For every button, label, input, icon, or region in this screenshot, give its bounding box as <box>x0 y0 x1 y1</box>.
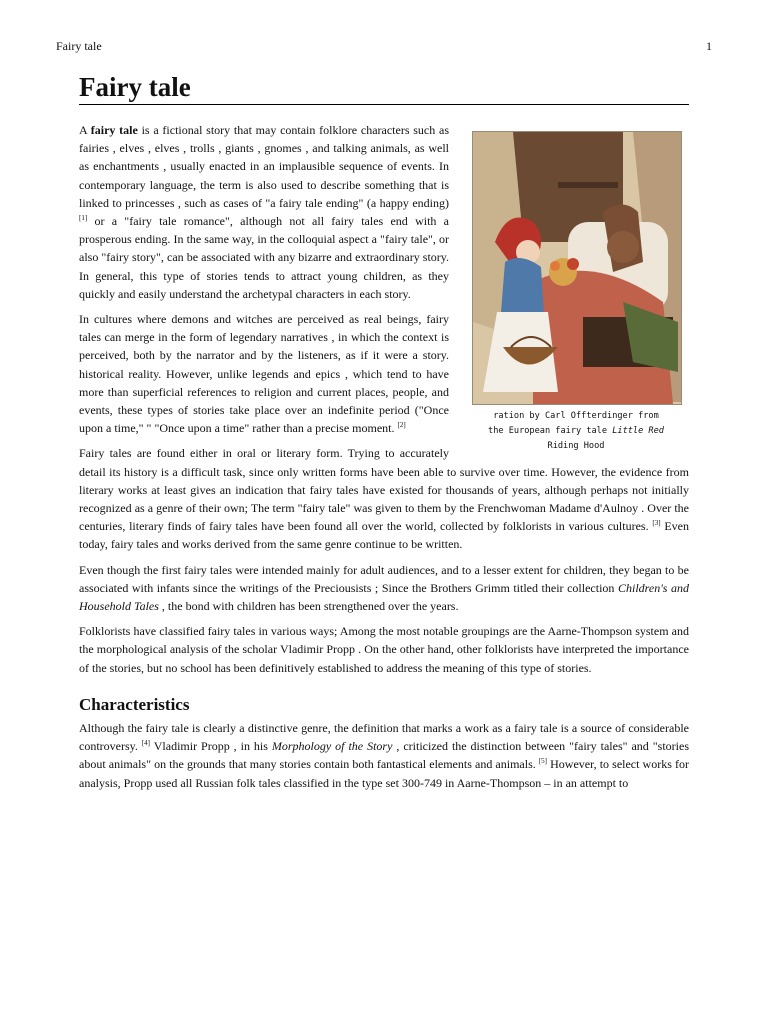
section-heading-characteristics: Characteristics <box>79 694 190 714</box>
ref-3[interactable]: [3] <box>652 519 661 528</box>
ref-4[interactable]: [4] <box>141 739 151 748</box>
ref-5[interactable]: [5] <box>538 757 548 766</box>
paragraph-forms: Fairy tales are found either in oral or literary form. Trying to accurately detail its history is a difficult task, since only written forms have been able to survive over time. However, the evidence from literary works at least gives an indication that fairy tales have existed for thousands of years, although perhaps not initially recognized as a genre of their own; The term "fairy tale" was given to them by the Frenchwoman Madame d'Aulnoy . Over the centuries, literary finds of fairy tales have been found all over the world, collected by folklorists in various cultures. [3] Even today, fairy tales and works derived from the same genre continue to be written. <box>79 446 690 552</box>
red-riding-hood-illustration <box>472 131 682 405</box>
page-title: Fairy tale <box>79 70 689 105</box>
caption-line-1: ration by Carl Offterdinger from <box>493 411 659 421</box>
illustration-figure <box>463 127 689 451</box>
article-body <box>79 121 689 799</box>
paragraph-audiences: Even though the first fairy tales were intended mainly for adult audiences, and to a lesser extent for children, they began to be associated with infants since the writings of the Preciousists ; Since the Brothers Grimm titled their collection Children's and Household Tales , the bond with children has been strengthened over the years. <box>79 562 689 614</box>
page-number: 1 <box>706 39 712 53</box>
ref-2[interactable]: [2] <box>397 421 406 430</box>
running-header <box>56 39 712 54</box>
paragraph-cultures: In cultures where demons and witches are perceived as real beings, fairy tales can merge in the form of legendary narratives , in which the context is perceived, both by the narrator and by the listeners, as if it were a story. historical reality. However, unlike legends and epics , which tend to have more than superficial references to religion and current places, people, and events, these types of stories take place over an indefinite period ("Once upon a time," " "Once upon a time" rather than a precise moment. [2] <box>79 312 449 436</box>
caption-line-3: Riding Hood <box>547 441 605 451</box>
figure-caption <box>463 409 689 451</box>
paragraph-intro: A fairy tale is a fictional story that may contain folklore characters such as fairies , elves , elves , trolls , giants , gnomes , and talking animals, as well as enchantments , usually enacted in an implausible sequence of events. In contemporary language, the term is also used to describe something that is linked to princesses , such as cases of "a fairy tale ending" (a happy ending) [1] or a "fairy tale romance", although not all fairy tales end with a prosperous ending. In the same way, in the colloquial aspect a "fairy tale", or also "fairy story", can be associated with any bizarre and extraordinary story. In general, this type of stories tends to attract young children, as they quickly and easily understand the archetypal characters in each story. <box>79 123 450 301</box>
paragraph-characteristics: Although the fairy tale is clearly a distinctive genre, the definition that marks a work as a fairy tale is a source of considerable controversy. [4] Vladimir Propp , in his Morphology of the Story , criticized the distinction between "fairy tales" and "stories about animals" on the grounds that many stories contain both fantastical elements and animals. [5] However, to select works for analysis, Propp used all Russian folk tales classified in the type set 300-749 in Aarne-Thompson – in an attempt to <box>79 720 689 790</box>
paragraph-classification: Folklorists have classified fairy tales in various ways; Among the most notable groupings are the Aarne-Thompson system and the morphological analysis of the scholar Vladimir Propp . On the other hand, other folklorists have interpreted the importance of the stories, but no school has been definitively established to address the meaning of this type of stories. <box>79 624 689 675</box>
running-title: Fairy tale <box>56 39 102 53</box>
caption-line-2: the European fairy tale Little Red <box>488 426 664 436</box>
illustration-image <box>473 132 681 404</box>
ref-1[interactable]: [1] <box>79 214 88 223</box>
